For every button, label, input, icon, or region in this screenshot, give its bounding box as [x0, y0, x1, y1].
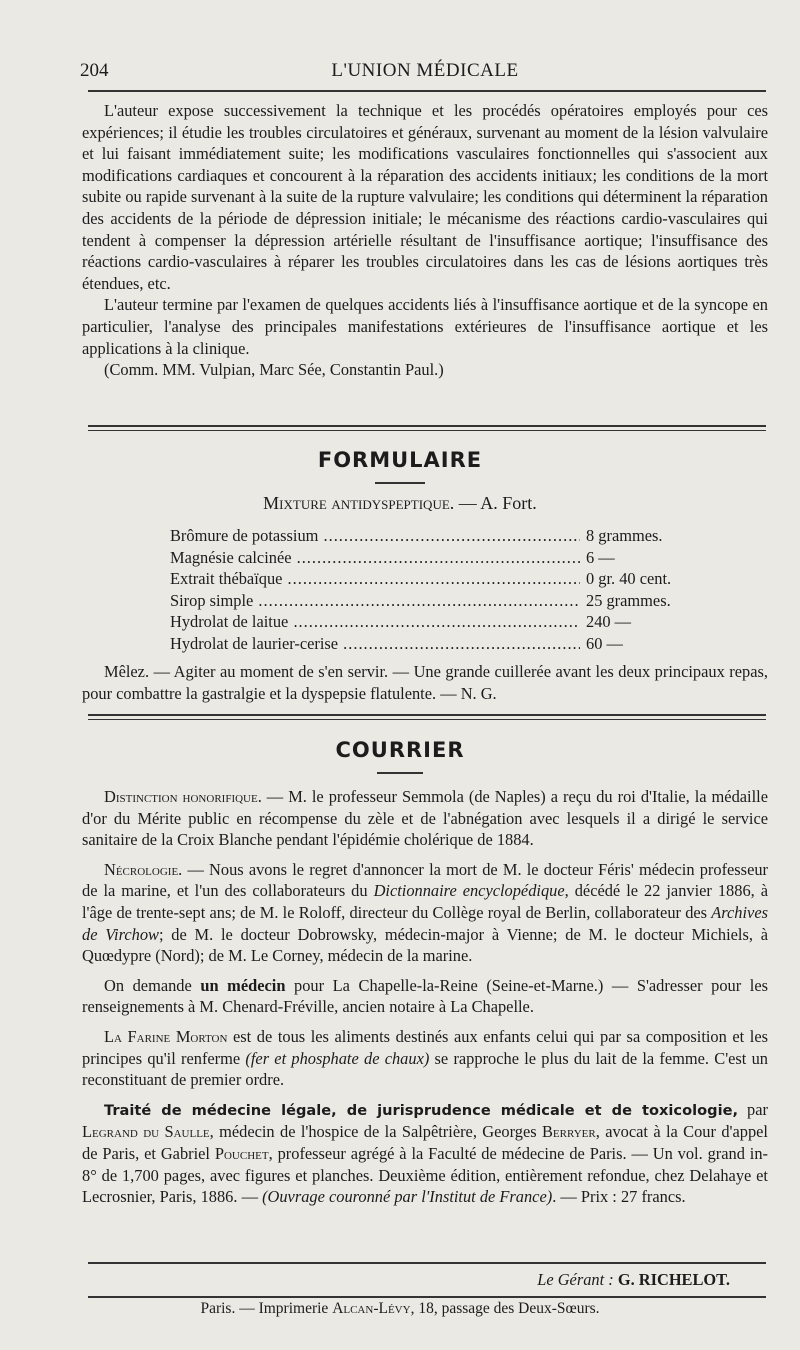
intro-paragraph-1: L'auteur expose successivement la technique et les procédés opératoires employés pour ces expériences; il étudie les troubles circulatoires et généraux, survenant au moment de la lésion valvulaire et lui faisant immédiatement suite; les modifications vasculaires fonctionnelles qui s'associent aux modifications cardiaques et concourent à la réparation des accidents initiaux; les conditions de la mort subite ou rapide survenant à la suite de la rupture valvulaire; les conditions qui déterminent la réparation des accidents de la période de dépression initiale; le mécanisme des réactions cardio-vasculaires qui tendent à compenser la dépression artérielle résultant de l'insuffisance aortique; l'insuffisance des réactions cardio-vasculaires à réparer les troubles circulatoires dans les cas de lésions aortiques très étendues, etc.: [82, 101, 768, 293]
courrier-section: [82, 786, 768, 1208]
formulaire-title-rule: [375, 482, 425, 484]
necrologie-label: Nécrologie.: [104, 859, 183, 879]
demande-paragraph: On demande un médecin pour La Chapelle-la-Reine (Seine-et-Marne.) — S'adresser pour les renseignements à M. Chenard-Fréville, ancien notaire à La Chapelle.: [82, 975, 769, 1017]
recipe-dash: —: [454, 493, 481, 513]
instructions-signature: — N. G.: [440, 683, 497, 703]
section-rule-formulaire-thin: [88, 430, 766, 431]
ingredient-list: [170, 525, 700, 655]
journal-title: L'UNION MÉDICALE: [331, 60, 519, 81]
recipe-author: A. Fort.: [480, 493, 537, 513]
ingredient-row: [170, 525, 700, 547]
gerant-signature: [537, 1270, 730, 1290]
ingredient-row: [170, 611, 700, 633]
intro-section: [82, 100, 768, 381]
gerant-label: Le Gérant :: [537, 1270, 614, 1289]
recipe-instructions: [82, 661, 768, 704]
courrier-title-rule: [377, 772, 423, 774]
ingredient-name: Sirop simple .....: [170, 590, 580, 612]
formulaire-title: FORMULAIRE: [317, 448, 483, 472]
intro-paragraph-2: L'auteur termine par l'examen de quelques accidents liés à l'insuffisance aortique et de la syncope en particulier, l'analyse des principales manifestations extérieures de l'insuffisance aortique et les applications à la clinique.: [82, 295, 768, 358]
footer-rule: [88, 1296, 766, 1298]
ingredient-qty: 6 —: [586, 547, 615, 567]
recipe-title: [0, 493, 800, 514]
page-number: 204: [80, 60, 109, 81]
ingredient-name: Hydrolat de laurier-cerise .....: [170, 633, 580, 655]
ingredient-name: Extrait thébaïque .....: [170, 568, 580, 590]
recipe-name: Mixture antidyspeptique.: [263, 493, 455, 513]
ingredient-qty: 0 gr. 40 cent.: [586, 569, 672, 589]
traite-paragraph: Traité de médecine légale, de jurisprudence médicale et de toxicologie, par Legrand du Saulle, médecin de l'hospice de la Salpêtrière, Georges Berryer, avocat à la Cour d'appel de Paris, et Gabriel Pouchet, professeur agrégé à la Faculté de médecine de Paris. — Un vol. grand in-8° de 1,700 pages, avec figures et planches. Deuxième édition, entièrement refondue, chez Delahaye et Lecrosnier, Paris, 1886. — (Ouvrage couronné par l'Institut de France). — Prix : 27 francs.: [82, 1099, 769, 1207]
ingredient-qty: 25 grammes.: [586, 590, 671, 610]
necrologie-paragraph: Nécrologie. — Nous avons le regret d'annoncer la mort de M. le docteur Féris' médecin professeur de la marine, et l'un des collaborateurs du Dictionnaire encyclopédique, décédé le 22 janvier 1886, à l'âge de trente-sept ans; de M. le Roloff, directeur du Collège royal de Berlin, collaborateur des Archives de Virchow; de M. le docteur Dobrowsky, médecin-major à Vienne; de M. le docteur Michiels, à Quœdypre (Nord); de M. Le Corney, médecin de la marine.: [82, 859, 768, 966]
intro-paragraph-3: (Comm. MM. Vulpian, Marc Sée, Constantin Paul.): [104, 360, 444, 380]
printer-name: Alcan-Lévy: [332, 1300, 411, 1317]
printer-footer: Paris. — Imprimerie Alcan-Lévy, 18, passage des Deux-Sœurs.: [200, 1300, 600, 1317]
signature-rule: [88, 1262, 766, 1264]
ingredient-row: [170, 633, 700, 655]
distinction-text: — M. le professeur Semmola (de Naples) a reçu du roi d'Italie, la médaille d'or du Mérite public en récompense du zèle et de l'abnégation avec lesquels il a dirigé le service sanitaire de la Croix Blanche pendant l'épidémie cholérique de 1884.: [82, 787, 768, 850]
distinction-paragraph: [82, 786, 768, 851]
gerant-name: G. RICHELOT.: [613, 1270, 730, 1289]
page-header: [80, 58, 770, 86]
ingredient-row: [170, 590, 700, 612]
ingredient-name: Brômure de potassium .....: [170, 525, 580, 547]
ingredient-row: [170, 547, 700, 569]
instructions-text: Mêlez. — Agiter au moment de s'en servir. — Une grande cuillerée avant les deux principaux repas, pour combattre la gastralgie et la dyspepsie flatulente.: [82, 662, 768, 703]
traite-title: Traité de médecine légale, de jurisprudence médicale et de toxicologie,: [104, 1101, 739, 1119]
distinction-label: Distinction honorifique.: [104, 787, 262, 806]
ingredient-qty: 60 —: [586, 633, 623, 653]
ingredient-row: [170, 568, 700, 590]
section-rule-courrier: [88, 714, 766, 716]
header-rule: [88, 90, 766, 92]
farine-label: La Farine Morton: [104, 1026, 228, 1046]
ingredient-qty: 8 grammes.: [586, 526, 663, 545]
ingredient-name: Magnésie calcinée .....: [170, 547, 580, 569]
ingredient-qty: 240 —: [586, 612, 632, 632]
ingredient-name: Hydrolat de laitue .....: [170, 611, 580, 633]
section-rule-formulaire: [88, 425, 766, 427]
courrier-title: COURRIER: [335, 738, 465, 762]
section-rule-courrier-thin: [88, 719, 766, 720]
farine-paragraph: La Farine Morton est de tous les aliments destinés aux enfants celui qui par sa composition et les principes qu'il renferme (fer et phosphate de chaux) se rapproche le plus du lait de la femme. C'est un reconstituant de premier ordre.: [82, 1026, 769, 1090]
